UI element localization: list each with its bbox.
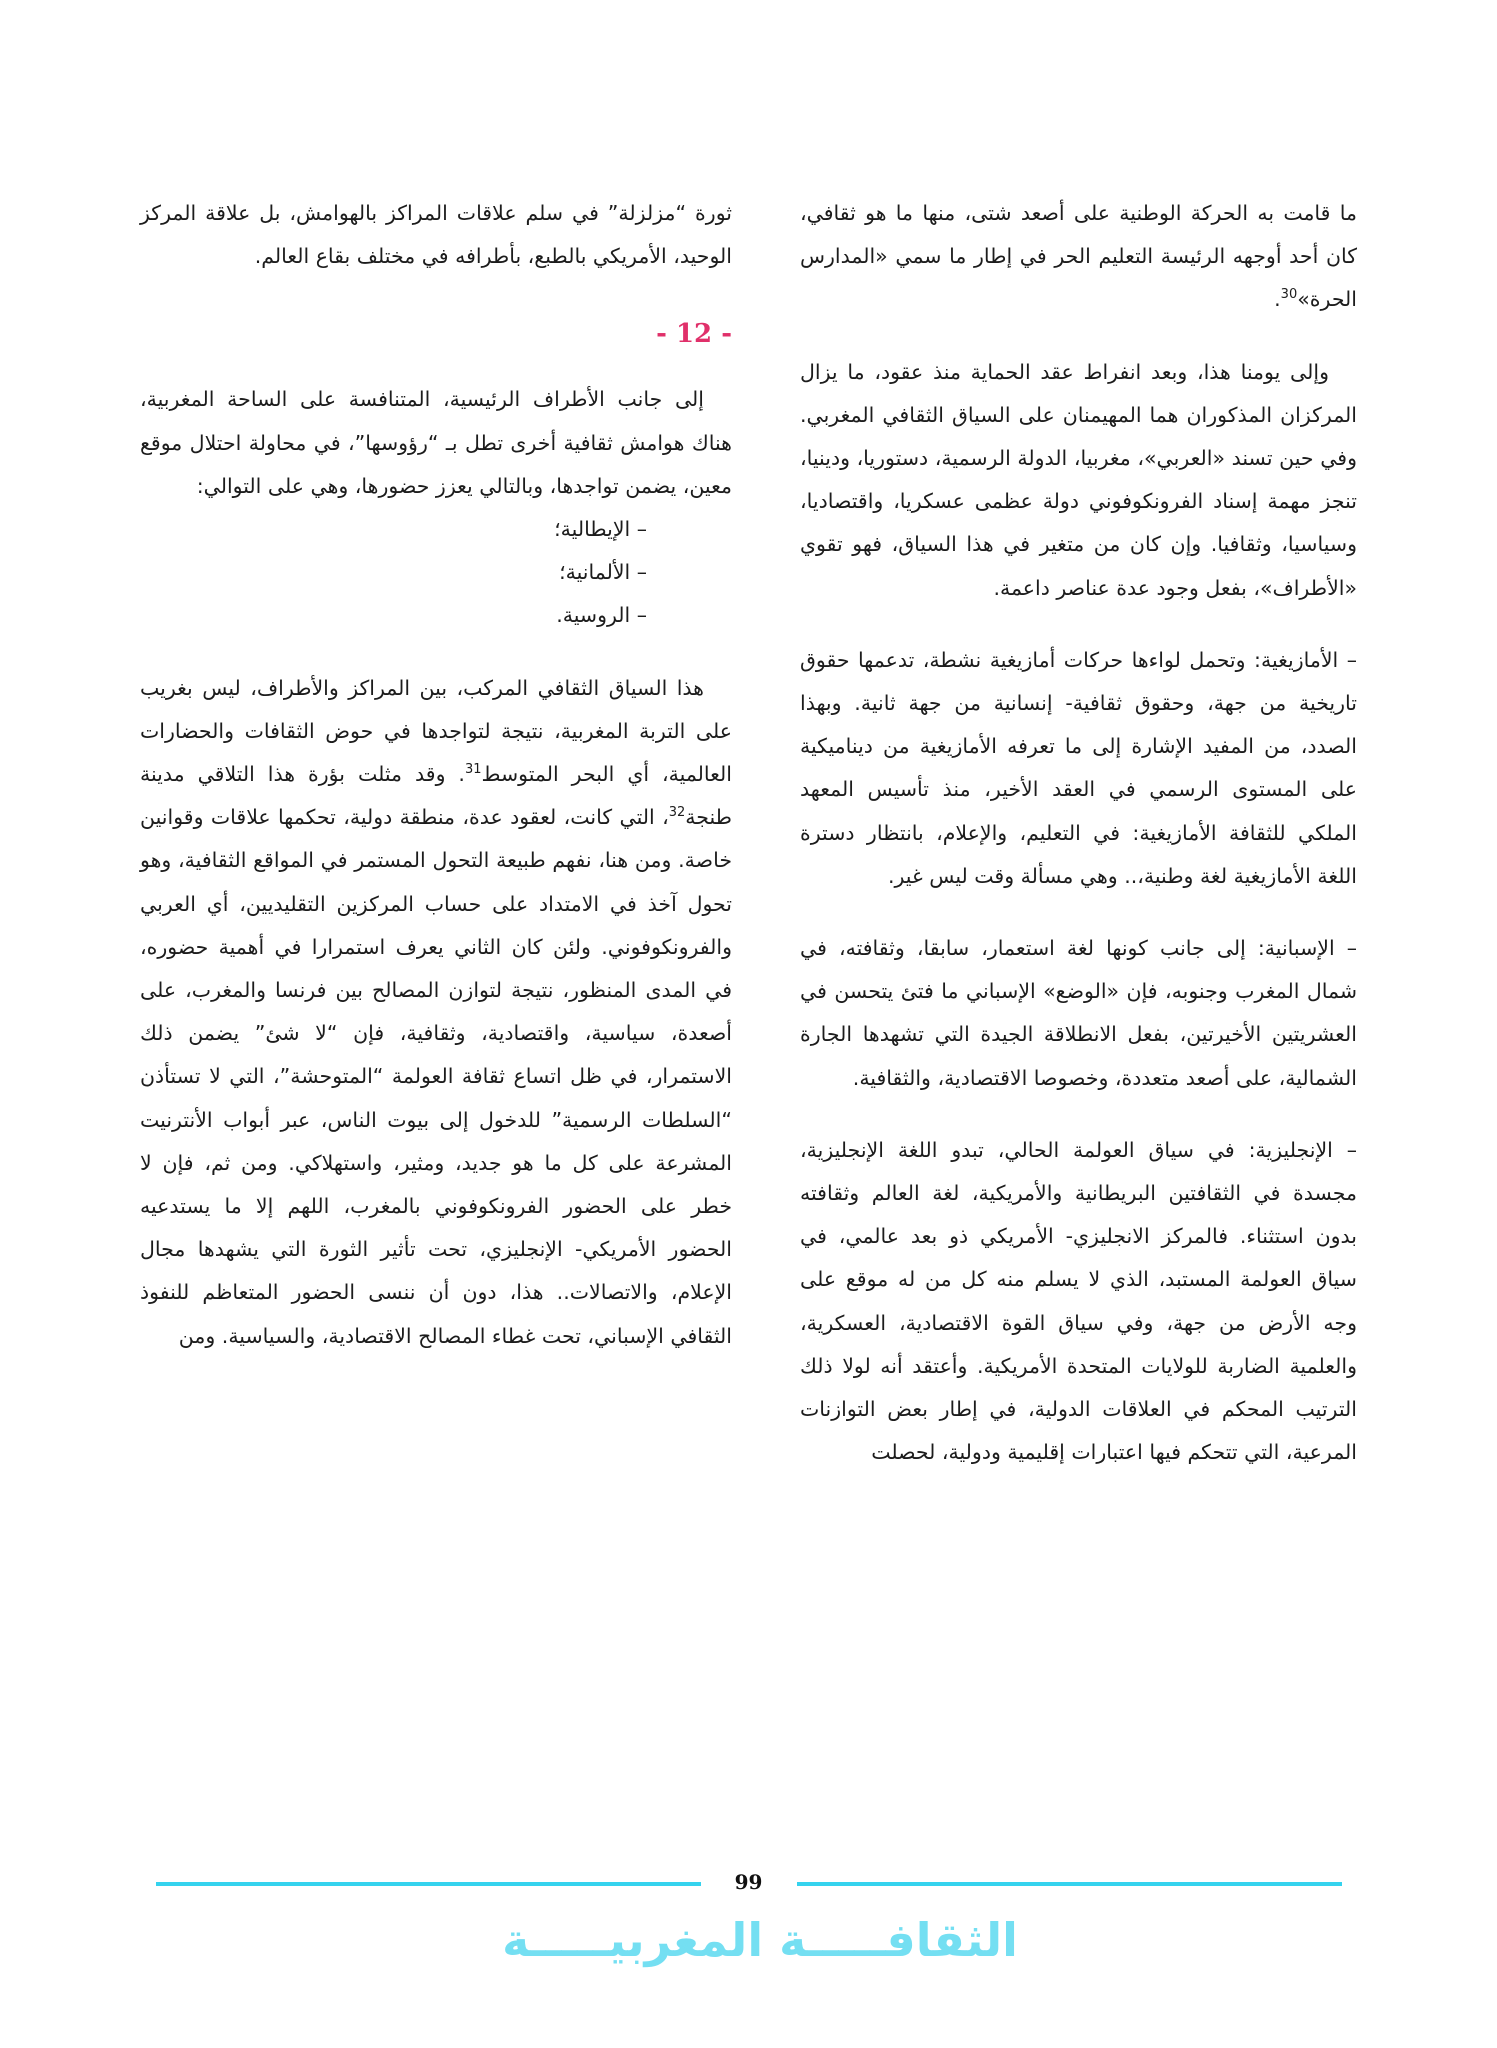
paragraph: وإلى يومنا هذا، وبعد انفراط عقد الحماية منذ عقود، ما يزال المركزان المذكوران هما المهيمنان على السياق الثقافي المغربي. وفي حين تسند «العربي»، مغربيا، الدولة الرسمية، دستوريا، ودينيا، تنجز مهمة إسناد الفرونكوفوني دولة عظمى عسكريا، واقتصاديا، وسياسيا، وثقافيا. وإن كان من متغير في هذا السياق، فهو تقوي «الأطراف»، بفعل وجود عدة عناصر داعمة. [800,359,1357,600]
paragraph-text: ما قامت به الحركة الوطنية على أصعد شتى، منها ما هو ثقافي، كان أحد أوجهه الرئيسة التعليم الحر في إطار ما سمي «المدارس الحرة» [800,201,1357,312]
list-item: – الإيطالية؛ [554,517,647,542]
list-item: – الروسية. [556,603,647,628]
section-number: - 12 - [656,319,732,350]
paragraph [140,667,732,1358]
right-text-column [800,192,1357,1474]
list-item: – الألمانية؛ [559,560,647,585]
footer-rule-right [797,1882,1342,1886]
footnote-ref: 30 [1280,287,1298,303]
footnote-ref: 32 [668,805,686,821]
paragraph-text: ، التي كانت، لعقود عدة، منطقة دولية، تحكمها علاقات وقوانين خاصة. ومن هنا، نفهم طبيعة التحول المستمر في المواقع الثقافية، وهو تحول آخذ في الامتداد على حساب المركزين التقليديين، أي العربي والفرونكوفوني. ولئن كان الثاني يعرف استمرارا في أهمية حضوره، في المدى المنظور، نتيجة لتوازن المصالح بين فرنسا والمغرب، على أصعدة، سياسية، واقتصادية، وثقافية، فإن “لا شئ” يضمن ذلك الاستمرار، في ظل اتساع ثقافة العولمة “المتوحشة”، التي لا تستأذن “السلطات الرسمية” للدخول إلى بيوت الناس، عبر أبواب الأنترنيت المشرعة على كل ما هو جديد، ومثير، واستهلاكي. ومن ثم، فإن لا خطر على الحضور الفرونكوفوني بالمغرب، اللهم إلا ما يستدعيه الحضور الأمريكي- الإنجليزي، تحت تأثير الثورة التي يشهدها مجال الإعلام، والاتصالات.. هذا، دون أن ننسى الحضور المتعاظم للنفوذ الثقافي الإسباني، تحت غطاء المصالح الاقتصادية، والسياسية. ومن [140,805,732,1348]
paragraph-end: . [1274,287,1281,312]
footer-rule-left [156,1882,701,1886]
paragraph-english: – الإنجليزية: في سياق العولمة الحالي، تبدو اللغة الإنجليزية، مجسدة في الثقافتين البريطانية والأمريكية، لغة العالم وثقافته بدون استثناء. فالمركز الانجليزي- الأمريكي ذو بعد عالمي، في سياق العولمة المستبد، الذي لا يسلم منه كل من له موقع على وجه الأرض من جهة، وفي سياق القوة الاقتصادية، العسكرية، والعلمية الضاربة للولايات المتحدة الأمريكية. وأعتقد أنه لولا ذلك الترتيب المحكم في العلاقات الدولية، في إطار بعض التوازنات المرعية، التي تتحكم فيها اعتبارات إقليمية ودولية، لحصلت [800,1137,1357,1465]
paragraph-text: هذا السياق الثقافي المركب، بين المراكز والأطراف، ليس بغريب على التربة المغربية، نتيجة لتواجدها في حوض الثقافات والحضارات العالمية، أي البحر المتوسط [140,675,732,787]
publication-masthead: الثقافـــــة المغربيـــــة [502,1913,1018,1967]
paragraph-amazigh: – الأمازيغية: وتحمل لواءها حركات أمازيغية نشطة، تدعمها حقوق تاريخية من جهة، وحقوق ثقافية- إنسانية من جهة ثانية. وبهذا الصدد، من المفيد الإشارة إلى ما تعرفه الأمازيغية من ديناميكية على المستوى الرسمي في العقد الأخير، منذ تأسيس المعهد الملكي للثقافة الأمازيغية: في التعليم، والإعلام، بانتظار دسترة اللغة الأمازيغية لغة وطنية،.. وهي مسألة وقت ليس غير. [800,647,1357,888]
paragraph: ثورة “مزلزلة” في سلم علاقات المراكز بالهوامش، بل علاقة المركز الوحيد، الأمريكي بالطبع، بأطرافه في مختلف بقاع العالم. [140,201,732,269]
footnote-ref: 31 [464,762,482,778]
left-text-column [140,192,732,1358]
paragraph-spanish: – الإسبانية: إلى جانب كونها لغة استعمار، سابقا، وثقافته، في شمال المغرب وجنوبه، فإن «الوضع» الإسباني ما فتئ يتحسن في العشريتين الأخيرتين، بفعل الانطلاقة الجيدة التي تشهدها الجارة الشمالية، على أصعد متعددة، وخصوصا الاقتصادية، والثقافية. [800,936,1357,1090]
paragraph [800,192,1357,322]
page-number: 99 [734,1870,763,1894]
paragraph-text: . وقد مثلت بؤرة هذا التلاقي مدينة طنجة [140,762,732,830]
paragraph: إلى جانب الأطراف الرئيسية، المتنافسة على الساحة المغربية، هناك هوامش ثقافية أخرى تطل بـ “رؤوسها”، في محاولة احتلال موقع معين، يضمن تواجدها، وبالتالي يعزز حضورها، وهي على التوالي: [140,387,732,498]
